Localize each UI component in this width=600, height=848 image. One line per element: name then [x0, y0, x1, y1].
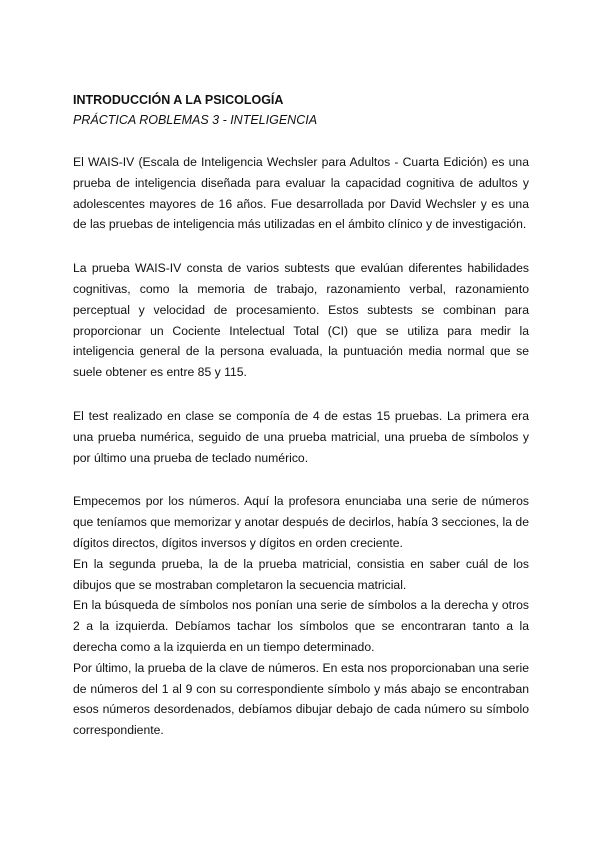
paragraph-line: que teníamos que memorizar y anotar después de decirlos, había 3 secciones, la de	[73, 515, 529, 530]
paragraph-line: adolescentes mayores de 16 años. Fue desarrollada por David Wechsler y es una	[73, 196, 529, 211]
paragraph-line: Por último, la prueba de la clave de números. En esta nos proporcionaban una serie	[73, 660, 529, 675]
paragraph-line: por último una prueba de teclado numérico.	[73, 450, 309, 465]
paragraph-line: de números del 1 al 9 con su correspondiente símbolo y más abajo se encontraban	[73, 681, 529, 696]
document-subtitle: PRÁCTICA ROBLEMAS 3 - INTELIGENCIA	[73, 113, 318, 127]
document-title: INTRODUCCIÓN A LA PSICOLOGÍA	[73, 93, 284, 107]
paragraph-wais-intro	[73, 152, 529, 235]
paragraph-line: Empecemos por los números. Aquí la profesora enunciaba una serie de números	[73, 494, 529, 509]
paragraph-line: perceptual y velocidad de procesamiento. Estos subtests se combinan para	[73, 302, 529, 317]
paragraph-test-descriptions	[73, 491, 529, 741]
paragraph-line: suele obtener es entre 85 y 115.	[73, 365, 247, 380]
paragraph-line: En la búsqueda de símbolos nos ponían una serie de símbolos a la derecha y otros	[73, 598, 529, 613]
paragraph-line: cognitivas, como la memoria de trabajo, razonamiento verbal, razonamiento	[73, 281, 529, 296]
document-page	[73, 90, 529, 741]
paragraph-line: 2 a la izquierda. Debíamos tachar los símbolos que se encontraran tanto a la	[73, 619, 529, 634]
paragraph-line: El WAIS-IV (Escala de Inteligencia Wechsler para Adultos - Cuarta Edición) es una	[73, 155, 529, 169]
paragraph-line: de las pruebas de inteligencia más utilizadas en el ámbito clínico y de investigación.	[73, 217, 527, 232]
paragraph-wais-structure	[73, 258, 529, 383]
paragraph-line: correspondiente.	[73, 723, 164, 738]
paragraph-line: dígitos directos, dígitos inversos y dígitos en orden creciente.	[73, 535, 403, 550]
paragraph-line: inteligencia general de la persona evaluada, la puntuación media normal que se	[73, 344, 529, 359]
paragraph-line: una prueba numérica, seguido de una prueba matricial, una prueba de símbolos y	[73, 429, 529, 444]
paragraph-line: prueba de inteligencia diseñada para evaluar la capacidad cognitiva de adultos y	[73, 175, 529, 190]
paragraph-line: esos números desordenados, debíamos dibujar debajo de cada número su símbolo	[73, 702, 529, 717]
paragraph-line: derecha como a la izquierda en un tiempo determinado.	[73, 639, 375, 654]
paragraph-line: proporcionar un Cociente Intelectual Total (CI) que se utiliza para medir la	[73, 323, 529, 338]
paragraph-line: dibujos que se mostraban completaron la secuencia matricial.	[73, 577, 407, 592]
paragraph-line: La prueba WAIS-IV consta de varios subtests que evalúan diferentes habilidades	[73, 261, 529, 276]
paragraph-line: En la segunda prueba, la de la prueba matricial, consistia en saber cuál de los	[73, 556, 529, 571]
paragraph-class-test	[73, 406, 529, 468]
paragraph-line: El test realizado en clase se componía de 4 de estas 15 pruebas. La primera era	[73, 408, 529, 423]
